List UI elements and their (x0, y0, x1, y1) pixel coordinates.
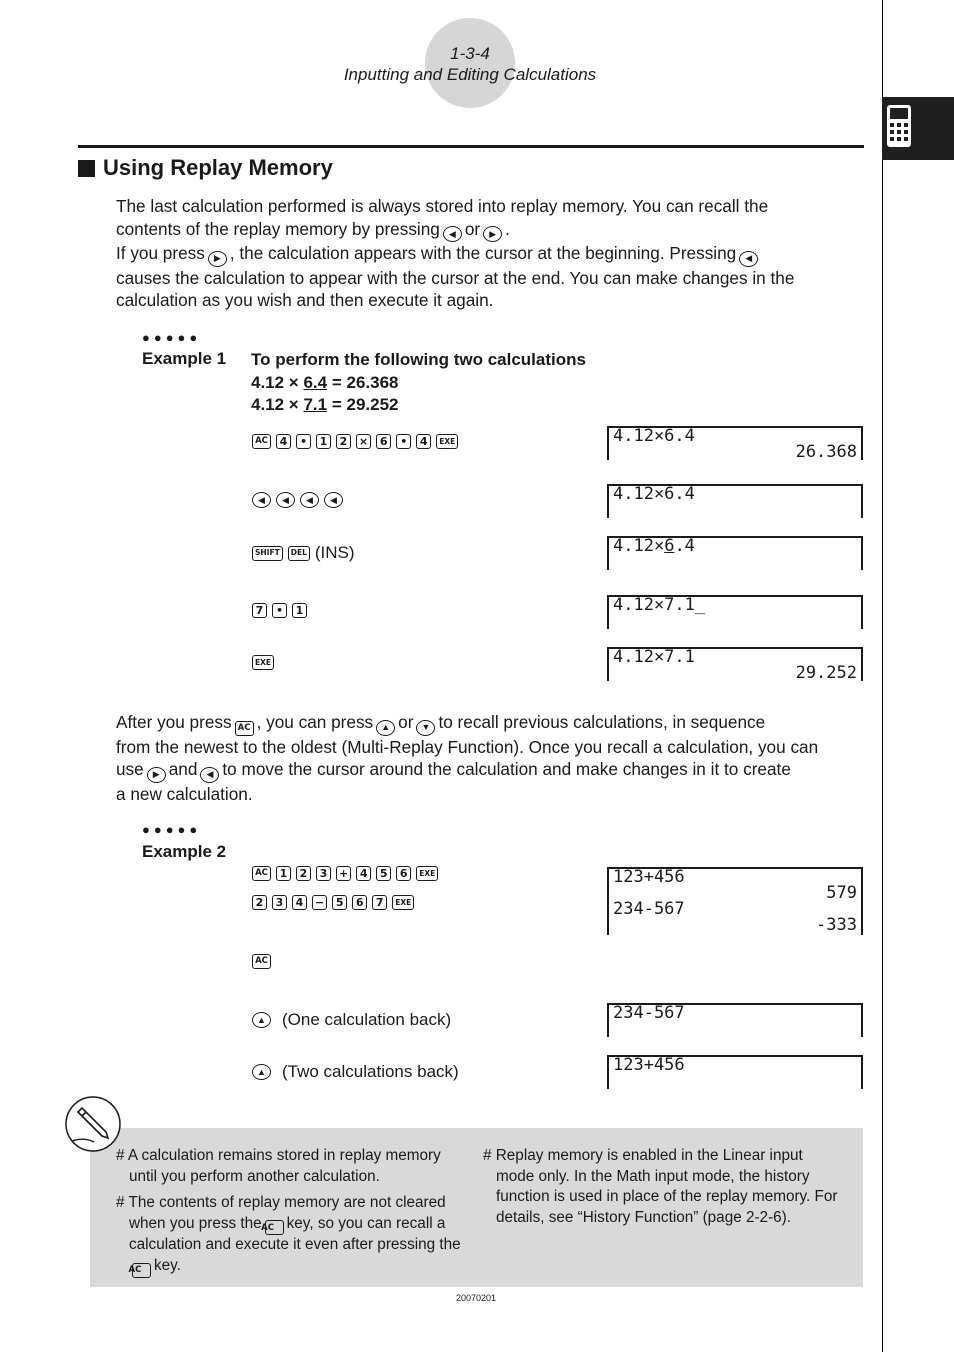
cursor-down-key-icon: ▼ (416, 720, 435, 736)
minus-key: − (312, 895, 327, 910)
key-1: 1 (292, 603, 307, 618)
key-4: 4 (416, 434, 431, 449)
exe-key: EXE (392, 895, 414, 910)
cursor-left-key-icon: ◀ (739, 251, 758, 267)
key-6: 6 (376, 434, 391, 449)
cursor-up-key-icon: ▲ (252, 1012, 271, 1028)
section-title: Using Replay Memory (103, 155, 333, 180)
key-2: 2 (336, 434, 351, 449)
calc-screen: 123+456 579 234-567 -333 (607, 867, 863, 935)
exe-key: EXE (416, 866, 438, 881)
example-1-heading: To perform the following two calculations 4.12 × 6.4 = 26.368 4.12 × 7.1 = 29.252 (251, 350, 586, 414)
key-4: 4 (356, 866, 371, 881)
notes-left-column (116, 1146, 461, 1284)
cursor-left-key-icon: ◀ (300, 492, 319, 508)
example-dots: ●●●●● (142, 330, 202, 345)
cursor-right-key-icon: ▶ (483, 226, 502, 242)
key-3: 3 (272, 895, 287, 910)
ac-key: AC (252, 434, 271, 449)
page-number: 1-3-4 (450, 44, 490, 63)
ac-key: AC (252, 866, 271, 881)
del-key: DEL (288, 546, 310, 561)
key-7: 7 (252, 603, 267, 618)
calculator-icon (886, 104, 912, 148)
cursor-up-key-icon: ▲ (252, 1064, 271, 1080)
key-6: 6 (352, 895, 367, 910)
cursor-left-key-icon: ◀ (443, 226, 462, 242)
example-2-label: Example 2 (142, 842, 227, 861)
ac-key: AC (252, 954, 271, 969)
key-sequence (252, 1062, 459, 1082)
insert-cursor: 6 (664, 536, 675, 556)
example-1-label: Example 1 (142, 349, 227, 368)
key-sequence (252, 895, 414, 910)
cursor-left-key-icon: ◀ (324, 492, 343, 508)
ac-key: AC (265, 1220, 284, 1235)
intro-line: causes the calculation to appear with the cursor at the end. You can make changes in the (116, 267, 795, 288)
cursor-left-key-icon: ◀ (276, 492, 295, 508)
section-top-rule (78, 145, 864, 148)
calc-screen: 4.12×7.1 29.252 (607, 647, 863, 681)
square-bullet-icon (78, 160, 95, 177)
document-id: 20070201 (455, 1293, 497, 1303)
step-caption: (Two calculations back) (282, 1062, 459, 1081)
key-sequence (252, 603, 307, 618)
calc-screen: 4.12×6.4 26.368 (607, 426, 863, 460)
note-item: # The contents of replay memory are not cleared when you press the AC key, so you can recall a calculation and execute it even after pressing the AC key. (116, 1193, 461, 1278)
intro-line: contents of the replay memory by pressing ◀ or ▶ . (116, 218, 861, 243)
intro-line: The last calculation performed is always stored into replay memory. You can recall the (116, 196, 769, 216)
key-sequence (252, 866, 438, 881)
decimal-key: • (272, 603, 287, 618)
intro-line: calculation as you wish and then execute it again. (116, 290, 494, 311)
cursor-left-key-icon: ◀ (200, 767, 219, 783)
paragraph-line: After you press AC , you can press ▲ or ▼ to recall previous calculations, in sequence (116, 711, 861, 736)
cursor-right-key-icon: ▶ (208, 251, 227, 267)
intro-line: If you press ▶ , the calculation appears with the cursor at the beginning. Pressing ◀ (116, 242, 861, 267)
key-5: 5 (332, 895, 347, 910)
paragraph-line: use ▶ and ◀ to move the cursor around the calculation and make changes in it to create (116, 758, 861, 783)
example-dots: ●●●●● (142, 822, 202, 837)
exe-key: EXE (252, 655, 274, 670)
key-5: 5 (376, 866, 391, 881)
step-caption: (One calculation back) (282, 1010, 452, 1029)
calc-screen: 123+456 (607, 1055, 863, 1089)
shift-key: SHIFT (252, 546, 283, 561)
ac-key: AC (235, 721, 254, 736)
paragraph-line: a new calculation. (116, 783, 253, 804)
multi-replay-paragraph (116, 711, 861, 806)
right-margin-rule (882, 0, 883, 1352)
paragraph-line: from the newest to the oldest (Multi-Replay Function). Once you recall a calculation, you can (116, 736, 819, 757)
decimal-key: • (296, 434, 311, 449)
chapter-title: Inputting and Editing Calculations (343, 65, 597, 84)
calc-screen: 4.12×7.1_ (607, 595, 863, 629)
key-1: 1 (316, 434, 331, 449)
decimal-key: • (396, 434, 411, 449)
cursor-right-key-icon: ▶ (147, 767, 166, 783)
key-2: 2 (252, 895, 267, 910)
key-sequence (252, 543, 355, 563)
key-4: 4 (276, 434, 291, 449)
calc-screen: 234-567 (607, 1003, 863, 1037)
cursor-left-key-icon: ◀ (252, 492, 271, 508)
note-item: # A calculation remains stored in replay memory until you perform another calculation. (116, 1147, 441, 1185)
key-6: 6 (396, 866, 411, 881)
calc-screen: 4.12×6.4 (607, 484, 863, 518)
notes-right-column (483, 1146, 843, 1234)
key-sequence (252, 954, 271, 969)
pencil-note-icon (64, 1095, 122, 1153)
intro-paragraph (116, 195, 861, 312)
key-7: 7 (372, 895, 387, 910)
key-sequence (252, 1010, 451, 1030)
key-sequence (252, 492, 343, 508)
key-4: 4 (292, 895, 307, 910)
ins-caption: (INS) (314, 543, 355, 562)
section-heading (78, 155, 333, 181)
calc-screen: 4.12×6.4 (607, 536, 863, 570)
key-2: 2 (296, 866, 311, 881)
key-3: 3 (316, 866, 331, 881)
key-1: 1 (276, 866, 291, 881)
multiply-key: × (356, 434, 371, 449)
ac-key: AC (132, 1263, 151, 1278)
exe-key: EXE (436, 434, 458, 449)
plus-key: + (336, 866, 351, 881)
key-sequence (252, 655, 274, 670)
cursor-up-key-icon: ▲ (376, 720, 395, 736)
note-item: # Replay memory is enabled in the Linear input mode only. In the Math input mode, the history function is used in place of the replay memory. For details, see “History Function” (page 2-2-6). (483, 1147, 838, 1226)
key-sequence (252, 434, 458, 449)
